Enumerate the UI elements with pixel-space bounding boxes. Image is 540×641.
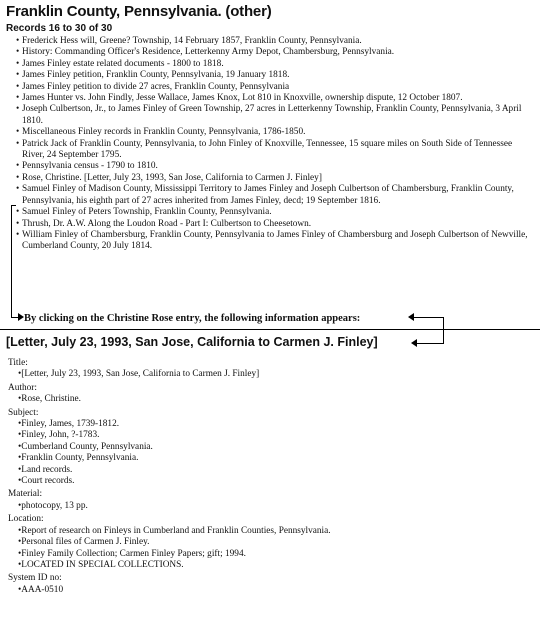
field-value: • photocopy, 13 pp. <box>8 501 528 512</box>
field-value: • Finley, James, 1739-1812. <box>8 419 528 430</box>
arrow-left-icon <box>408 313 414 321</box>
field-value: • Court records. <box>8 476 528 487</box>
record-item[interactable]: • History: Commanding Officer's Residence, Letterkenny Army Depot, Chambersburg, Pennsylvania. <box>16 47 534 58</box>
record-item[interactable]: • Samuel Finley of Peters Township, Franklin County, Pennsylvania. <box>16 207 534 218</box>
field-value: • Finley, John, ?-1783. <box>8 430 528 441</box>
field-value: • [Letter, July 23, 1993, San Jose, California to Carmen J. Finley] <box>8 369 528 380</box>
record-item[interactable]: • William Finley of Chambersburg, Franklin County, Pennsylvania to James Finley of Chambersburg and Joseph Culbertson of Newville, Cumberland County, 20 July 1814. <box>16 230 534 253</box>
detail-title: [Letter, July 23, 1993, San Jose, California to Carmen J. Finley] <box>6 335 378 349</box>
page-title: Franklin County, Pennsylvania. (other) <box>6 3 272 20</box>
field-value: • LOCATED IN SPECIAL COLLECTIONS. <box>8 560 528 571</box>
records-count: Records 16 to 30 of 30 <box>6 23 113 34</box>
field-value: • Cumberland County, Pennsylvania. <box>8 442 528 453</box>
field-label: System ID no: <box>8 573 62 584</box>
connector-right-vertical <box>443 317 444 343</box>
arrow-left-icon <box>411 339 417 347</box>
record-item[interactable]: • Pennsylvania census - 1790 to 1810. <box>16 161 534 172</box>
record-item[interactable]: • Miscellaneous Finley records in Franklin County, Pennsylvania, 1786-1850. <box>16 127 534 138</box>
field-label: Subject: <box>8 407 39 418</box>
field-value: • Land records. <box>8 465 528 476</box>
field-label: Material: <box>8 489 43 500</box>
connector-right-horizontal-bottom <box>416 343 444 344</box>
record-item[interactable]: • Thrush, Dr. A.W. Along the Loudon Road - Part I: Culbertson to Cheesetown. <box>16 219 534 230</box>
record-item[interactable]: • Samuel Finley of Madison County, Mississippi Territory to James Finley and Joseph Culbertson of Chambersburg, Franklin County, Pennsylvania, his eighth part of 27 acres inherited from James Finley, decd; 19 September 1816. <box>16 184 534 207</box>
record-item[interactable]: • Rose, Christine. [Letter, July 23, 1993, San Jose, California to Carmen J. Finley] <box>16 173 534 184</box>
field-value: • Finley Family Collection; Carmen Finley Papers; gift; 1994. <box>8 549 528 560</box>
record-item[interactable]: • Frederick Hess will, Greene? Township, 14 February 1857, Franklin County, Pennsylvania. <box>16 36 534 47</box>
callout-text: By clicking on the Christine Rose entry, the following information appears: <box>24 313 361 324</box>
detail-record <box>8 356 528 596</box>
field-label: Author: <box>8 382 37 393</box>
record-item[interactable]: • James Finley petition to divide 27 acres, Franklin County, Pennsylvania <box>16 82 534 93</box>
field-label: Title: <box>8 358 28 368</box>
field-value: • Franklin County, Pennsylvania. <box>8 453 528 464</box>
field-value: • Personal files of Carmen J. Finley. <box>8 537 528 548</box>
record-item[interactable]: • James Finley estate related documents - 1800 to 1818. <box>16 59 534 70</box>
records-list <box>16 36 534 253</box>
connector-left-tick <box>11 205 16 206</box>
field-label: Location: <box>8 514 44 525</box>
record-item[interactable]: • Joseph Culbertson, Jr., to James Finley of Green Township, 27 acres in Letterkenny Township, Franklin County, Pennsylvania, 3 April 1810. <box>16 104 534 127</box>
field-value: • Rose, Christine. <box>8 394 528 405</box>
record-item[interactable]: • Patrick Jack of Franklin County, Pennsylvania, to John Finley of Knoxville, Tennessee, 15 square miles on South Side of Tennessee River, 24 September 1795. <box>16 139 534 162</box>
field-value: • Report of research on Finleys in Cumberland and Franklin Counties, Pennsylvania. <box>8 526 528 537</box>
field-value: • AAA-0510 <box>8 585 528 596</box>
section-divider <box>0 329 540 330</box>
record-item[interactable]: • James Hunter vs. John Findly, Jesse Wallace, James Knox, Lot 810 in Knoxville, ownership dispute, 12 October 1807. <box>16 93 534 104</box>
connector-left-vertical <box>11 205 12 318</box>
connector-right-horizontal-top <box>412 317 444 318</box>
record-item[interactable]: • James Finley petition, Franklin County, Pennsylvania, 19 January 1818. <box>16 70 534 81</box>
